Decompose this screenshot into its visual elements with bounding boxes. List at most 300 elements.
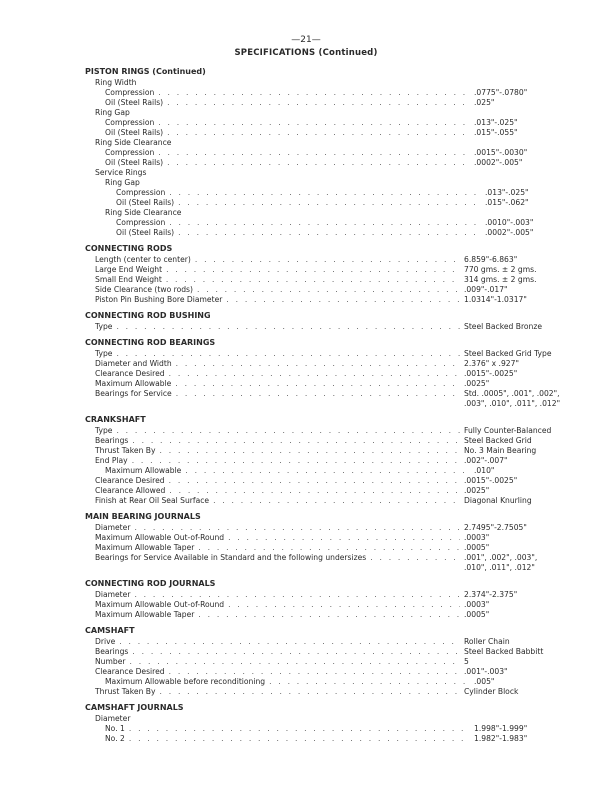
spec-value xyxy=(460,610,489,620)
spec-label: Maximum Allowable xyxy=(95,379,172,388)
dot-leader xyxy=(134,108,460,118)
spec-label: Side Clearance (two rods) xyxy=(95,285,193,294)
spec-row xyxy=(85,389,575,409)
spec-row xyxy=(85,543,575,553)
spec-row xyxy=(85,198,575,208)
spec-label-cell xyxy=(85,734,470,744)
spec-label: Ring Gap xyxy=(95,108,130,117)
spec-value xyxy=(460,436,532,446)
spec-label-cell xyxy=(85,158,470,168)
spec-value xyxy=(460,637,510,647)
spec-label-cell xyxy=(85,476,460,486)
spec-label-cell xyxy=(85,88,470,98)
section-heading: CONNECTING ROD JOURNALS xyxy=(85,579,216,588)
spec-label: Piston Pin Bushing Bore Diameter xyxy=(95,295,223,304)
spec-label-cell xyxy=(85,600,460,610)
spec-value-line: 1.0314"-1.0317" xyxy=(464,295,527,304)
dot-leader xyxy=(132,436,460,446)
spec-value-line: .0010"-.003" xyxy=(485,218,534,227)
spec-row xyxy=(85,349,575,359)
spec-value xyxy=(470,88,527,98)
spec-label-cell xyxy=(85,369,460,379)
spec-value xyxy=(460,600,489,610)
dot-leader xyxy=(116,349,460,359)
dot-leader xyxy=(228,533,460,543)
spec-value xyxy=(460,496,532,506)
spec-value-line: 2.374"-2.375" xyxy=(464,590,518,599)
spec-value-line: .0015"-.0030" xyxy=(474,148,528,157)
spec-label-cell xyxy=(85,543,460,553)
spec-label: Ring Side Clearance xyxy=(105,208,182,217)
spec-row xyxy=(85,322,575,332)
spec-value-line: 770 gms. ± 2 gms. xyxy=(464,265,537,274)
spec-value-line: .0002"-.005" xyxy=(485,228,534,237)
spec-value xyxy=(460,285,508,295)
spec-label: End Play xyxy=(95,456,128,465)
spec-row xyxy=(85,148,575,158)
spec-label-cell xyxy=(85,198,481,208)
spec-row xyxy=(85,285,575,295)
spec-value xyxy=(470,734,527,744)
spec-label: Thrust Taken By xyxy=(95,687,156,696)
spec-label: Maximum Allowable Taper xyxy=(95,610,195,619)
section-heading: CAMSHAFT JOURNALS xyxy=(85,703,184,712)
spec-value-line: .0002"-.005" xyxy=(474,158,523,167)
spec-label: No. 1 xyxy=(105,724,125,733)
spec-value-line: 314 gms. ± 2 gms. xyxy=(464,275,537,284)
spec-label-cell xyxy=(85,138,460,148)
page-number: —21— xyxy=(291,35,321,45)
spec-value-line: .0015"-.0025" xyxy=(464,369,518,378)
spec-value xyxy=(481,198,529,208)
dot-leader xyxy=(269,677,470,687)
spec-value xyxy=(460,590,517,600)
spec-label: Length (center to center) xyxy=(95,255,191,264)
spec-value xyxy=(460,265,537,275)
spec-label-cell xyxy=(85,667,460,677)
spec-label-cell xyxy=(85,178,470,188)
spec-value-line: .0775"-.0780" xyxy=(474,88,528,97)
spec-row xyxy=(85,600,575,610)
spec-value xyxy=(460,108,464,118)
spec-value xyxy=(460,523,527,533)
dot-leader xyxy=(228,600,460,610)
spec-label: Thrust Taken By xyxy=(95,446,156,455)
spec-row xyxy=(85,118,575,128)
spec-value xyxy=(470,466,494,476)
spec-value-line: .0025" xyxy=(464,486,490,495)
dot-leader xyxy=(197,285,460,295)
dot-leader xyxy=(198,610,460,620)
spec-label-cell xyxy=(85,553,460,573)
spec-row xyxy=(85,138,575,148)
spec-value xyxy=(460,359,519,369)
dot-leader xyxy=(198,543,460,553)
spec-value-line: .005" xyxy=(474,677,495,686)
dot-leader xyxy=(160,446,461,456)
spec-row xyxy=(85,295,575,305)
spec-section xyxy=(85,310,575,332)
spec-value xyxy=(470,208,474,218)
spec-label: Finish at Rear Oil Seal Surface xyxy=(95,496,210,505)
spec-label-cell xyxy=(85,168,460,178)
spec-label: Large End Weight xyxy=(95,265,163,274)
dot-leader xyxy=(132,456,460,466)
spec-label-cell xyxy=(85,496,460,506)
spec-value xyxy=(460,168,464,178)
spec-value xyxy=(481,188,529,198)
dot-leader xyxy=(129,734,470,744)
dot-leader xyxy=(185,208,470,218)
specifications-content xyxy=(85,66,575,749)
spec-label: Small End Weight xyxy=(95,275,162,284)
spec-value-line: Diagonal Knurling xyxy=(464,496,532,505)
section-heading: CONNECTING RODS xyxy=(85,244,173,253)
spec-value xyxy=(460,446,536,456)
spec-row xyxy=(85,496,575,506)
spec-value xyxy=(460,553,537,573)
spec-value xyxy=(460,275,537,285)
page-title: SPECIFICATIONS (Continued) xyxy=(234,48,378,58)
dot-leader xyxy=(195,255,460,265)
spec-value xyxy=(460,533,489,543)
spec-value-line: Steel Backed Grid Type xyxy=(464,349,552,358)
spec-value xyxy=(460,543,489,553)
spec-value xyxy=(460,138,464,148)
spec-value-line: .025" xyxy=(474,98,495,107)
spec-label: Bearings xyxy=(95,436,129,445)
spec-row xyxy=(85,128,575,138)
spec-label: Diameter xyxy=(95,523,131,532)
dot-leader xyxy=(167,158,470,168)
spec-row xyxy=(85,466,575,476)
dot-leader xyxy=(175,379,460,389)
spec-row xyxy=(85,667,575,677)
spec-label: Drive xyxy=(95,637,116,646)
dot-leader xyxy=(176,389,460,409)
spec-label-cell xyxy=(85,446,460,456)
dot-leader xyxy=(158,88,470,98)
spec-section xyxy=(85,625,575,697)
spec-value xyxy=(460,657,469,667)
spec-label: Oil (Steel Rails) xyxy=(105,158,164,167)
spec-label-cell xyxy=(85,610,460,620)
spec-value-line: .0003" xyxy=(464,533,490,542)
spec-value-line: .0005" xyxy=(464,543,490,552)
spec-row xyxy=(85,610,575,620)
spec-label: Type xyxy=(95,322,113,331)
spec-label-cell xyxy=(85,456,460,466)
spec-label: Ring Gap xyxy=(105,178,140,187)
spec-label: Type xyxy=(95,349,113,358)
spec-label-cell xyxy=(85,218,481,228)
spec-label-cell xyxy=(85,486,460,496)
spec-label-cell xyxy=(85,255,460,265)
spec-row xyxy=(85,523,575,533)
spec-label: Diameter xyxy=(95,590,131,599)
spec-value-line: Cylinder Block xyxy=(464,687,519,696)
spec-section xyxy=(85,511,575,573)
dot-leader xyxy=(178,198,481,208)
spec-row xyxy=(85,369,575,379)
spec-value-line: .003", .010", .011", .012" xyxy=(464,399,561,408)
spec-value xyxy=(460,78,464,88)
spec-label-cell xyxy=(85,322,460,332)
spec-value-line: Steel Backed Grid xyxy=(464,436,532,445)
spec-value-line: .0005" xyxy=(464,610,490,619)
spec-label: Clearance Desired xyxy=(95,667,165,676)
spec-value-line: .0003" xyxy=(464,600,490,609)
dot-leader xyxy=(169,476,460,486)
spec-label-cell xyxy=(85,148,470,158)
dot-leader xyxy=(119,637,460,647)
spec-value-line: Roller Chain xyxy=(464,637,510,646)
spec-label-cell xyxy=(85,265,460,275)
spec-value-line: Steel Backed Babbitt xyxy=(464,647,544,656)
spec-row xyxy=(85,486,575,496)
spec-label-cell xyxy=(85,228,481,238)
dot-leader xyxy=(175,138,460,148)
spec-row xyxy=(85,168,575,178)
spec-label-cell xyxy=(85,108,460,118)
spec-value-line: Fully Counter-Balanced xyxy=(464,426,552,435)
spec-section xyxy=(85,414,575,506)
spec-value-line: .015"-.062" xyxy=(485,198,529,207)
spec-label: Clearance Desired xyxy=(95,369,165,378)
spec-value-line: .013"-.025" xyxy=(485,188,529,197)
spec-section xyxy=(85,702,575,744)
spec-label: No. 2 xyxy=(105,734,125,743)
spec-row xyxy=(85,359,575,369)
spec-label-cell xyxy=(85,466,470,476)
spec-value-line: .0015"-.0025" xyxy=(464,476,518,485)
dot-leader xyxy=(132,647,460,657)
dot-leader xyxy=(166,275,460,285)
spec-label: Maximum Allowable Taper xyxy=(95,543,195,552)
section-heading: CONNECTING ROD BEARINGS xyxy=(85,338,216,347)
spec-value-line: .001", .002", .003", xyxy=(464,553,538,562)
spec-value-line: No. 3 Main Bearing xyxy=(464,446,537,455)
spec-value xyxy=(470,178,474,188)
spec-label: Maximum Allowable xyxy=(105,466,182,475)
spec-value-line: .0025" xyxy=(464,379,490,388)
spec-row xyxy=(85,218,575,228)
spec-value xyxy=(460,647,543,657)
spec-row xyxy=(85,637,575,647)
spec-value-line: 5 xyxy=(464,657,469,666)
dot-leader xyxy=(169,218,481,228)
dot-leader xyxy=(134,590,460,600)
spec-label-cell xyxy=(85,637,460,647)
spec-label-cell xyxy=(85,714,460,724)
dot-leader xyxy=(116,426,460,436)
spec-row xyxy=(85,188,575,198)
dot-leader xyxy=(141,78,461,88)
spec-label-cell xyxy=(85,523,460,533)
spec-label: Compression xyxy=(105,118,155,127)
dot-leader xyxy=(167,128,470,138)
spec-row xyxy=(85,265,575,275)
dot-leader xyxy=(134,714,460,724)
spec-value-line: .001"-.003" xyxy=(464,667,508,676)
spec-section xyxy=(85,243,575,305)
spec-label-cell xyxy=(85,285,460,295)
spec-label: Number xyxy=(95,657,126,666)
spec-label: Type xyxy=(95,426,113,435)
dot-leader xyxy=(167,98,470,108)
spec-label: Oil (Steel Rails) xyxy=(116,228,175,237)
dot-leader xyxy=(169,369,460,379)
spec-label: Maximum Allowable before reconditioning xyxy=(105,677,266,686)
dot-leader xyxy=(144,178,470,188)
dot-leader xyxy=(226,295,460,305)
spec-value xyxy=(470,98,494,108)
dot-leader xyxy=(158,118,470,128)
spec-label: Oil (Steel Rails) xyxy=(105,128,164,137)
spec-label-cell xyxy=(85,98,470,108)
spec-row xyxy=(85,208,575,218)
spec-label: Bearings for Service Available in Standard and the following undersizes xyxy=(95,553,367,562)
dot-leader xyxy=(169,667,460,677)
spec-value xyxy=(470,118,518,128)
spec-value-line: Std. .0005", .001", .002", xyxy=(464,389,560,398)
dot-leader xyxy=(166,265,460,275)
spec-row xyxy=(85,647,575,657)
spec-row xyxy=(85,590,575,600)
spec-label-cell xyxy=(85,208,470,218)
spec-row xyxy=(85,98,575,108)
spec-label: Ring Width xyxy=(95,78,137,87)
dot-leader xyxy=(129,724,470,734)
spec-value-line: 2.376" x .927" xyxy=(464,359,519,368)
spec-label: Ring Side Clearance xyxy=(95,138,172,147)
spec-section xyxy=(85,578,575,620)
spec-label: Clearance Allowed xyxy=(95,486,166,495)
section-heading: MAIN BEARING JOURNALS xyxy=(85,512,201,521)
spec-row xyxy=(85,436,575,446)
dot-leader xyxy=(158,148,470,158)
spec-label-cell xyxy=(85,389,460,409)
spec-value-line: .009"-.017" xyxy=(464,285,508,294)
spec-value xyxy=(481,218,533,228)
spec-row xyxy=(85,456,575,466)
spec-label-cell xyxy=(85,426,460,436)
spec-label: Oil (Steel Rails) xyxy=(116,198,175,207)
spec-label: Bearings for Service xyxy=(95,389,172,398)
spec-value-line: .010", .011", .012" xyxy=(464,563,535,572)
spec-label-cell xyxy=(85,128,470,138)
spec-label-cell xyxy=(85,295,460,305)
spec-label-cell xyxy=(85,687,460,697)
spec-row xyxy=(85,476,575,486)
dot-leader xyxy=(130,657,460,667)
spec-label-cell xyxy=(85,590,460,600)
spec-value-line: .013"-.025" xyxy=(474,118,518,127)
spec-label-cell xyxy=(85,724,470,734)
spec-value xyxy=(470,148,527,158)
spec-value-line: .010" xyxy=(474,466,495,475)
spec-row xyxy=(85,734,575,744)
spec-value-line: .015"-.055" xyxy=(474,128,518,137)
spec-row xyxy=(85,255,575,265)
spec-label-cell xyxy=(85,188,481,198)
spec-value xyxy=(460,486,489,496)
spec-label: Compression xyxy=(116,218,166,227)
spec-label: Compression xyxy=(116,188,166,197)
spec-row xyxy=(85,108,575,118)
dot-leader xyxy=(176,359,460,369)
section-heading: CRANKSHAFT xyxy=(85,415,146,424)
spec-label-cell xyxy=(85,118,470,128)
spec-row xyxy=(85,446,575,456)
spec-value xyxy=(460,295,527,305)
spec-value xyxy=(460,667,508,677)
dot-leader xyxy=(160,687,461,697)
spec-value xyxy=(460,426,551,436)
spec-label: Clearance Desired xyxy=(95,476,165,485)
spec-section xyxy=(85,337,575,409)
spec-row xyxy=(85,714,575,724)
section-heading: CAMSHAFT xyxy=(85,626,135,635)
spec-label: Diameter and Width xyxy=(95,359,172,368)
spec-value-line: 1.982"-1.983" xyxy=(474,734,528,743)
spec-label-cell xyxy=(85,78,460,88)
spec-label-cell xyxy=(85,379,460,389)
spec-label: Diameter xyxy=(95,714,131,723)
spec-label-cell xyxy=(85,436,460,446)
spec-label-cell xyxy=(85,349,460,359)
spec-label: Maximum Allowable Out-of-Round xyxy=(95,533,225,542)
spec-value xyxy=(470,724,527,734)
dot-leader xyxy=(169,486,460,496)
spec-label: Maximum Allowable Out-of-Round xyxy=(95,600,225,609)
spec-value xyxy=(470,158,522,168)
spec-value xyxy=(460,349,552,359)
spec-value xyxy=(470,128,518,138)
spec-row xyxy=(85,687,575,697)
dot-leader xyxy=(213,496,460,506)
section-heading: PISTON RINGS (Continued) xyxy=(85,67,206,76)
spec-row xyxy=(85,379,575,389)
spec-label: Compression xyxy=(105,148,155,157)
spec-row xyxy=(85,533,575,543)
spec-row xyxy=(85,657,575,667)
dot-leader xyxy=(116,322,460,332)
spec-value xyxy=(460,714,464,724)
spec-label: Bearings xyxy=(95,647,129,656)
dot-leader xyxy=(370,553,460,573)
spec-value-line: 6.859"-6.863" xyxy=(464,255,518,264)
spec-value xyxy=(460,389,560,409)
spec-value xyxy=(460,255,517,265)
spec-label: Oil (Steel Rails) xyxy=(105,98,164,107)
spec-value xyxy=(460,456,508,466)
dot-leader xyxy=(150,168,460,178)
spec-label-cell xyxy=(85,677,470,687)
spec-value xyxy=(460,687,518,697)
spec-row xyxy=(85,426,575,436)
spec-value-line: 1.998"-1.999" xyxy=(474,724,528,733)
spec-section xyxy=(85,66,575,238)
spec-row xyxy=(85,228,575,238)
spec-label: Compression xyxy=(105,88,155,97)
spec-value xyxy=(460,476,517,486)
spec-row xyxy=(85,158,575,168)
spec-label-cell xyxy=(85,657,460,667)
spec-label: Service Rings xyxy=(95,168,147,177)
spec-row xyxy=(85,677,575,687)
spec-label-cell xyxy=(85,533,460,543)
